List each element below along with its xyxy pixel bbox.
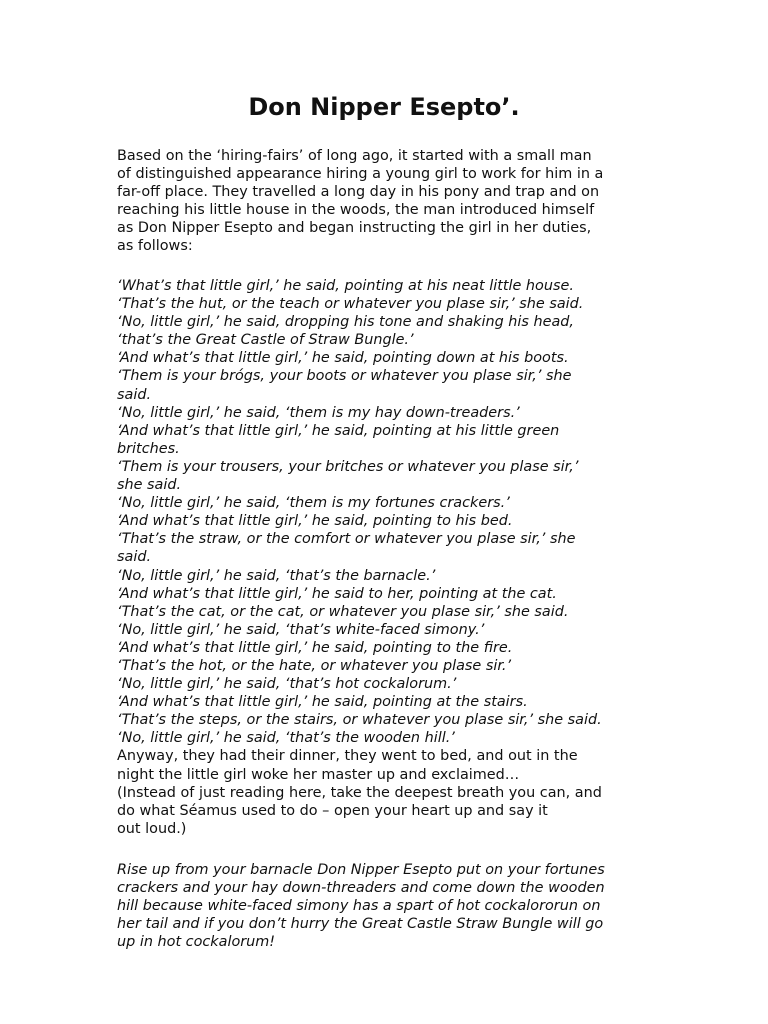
- text-line: ‘That’s the steps, or the stairs, or whatever you plase sir,’ she said.: [117, 712, 602, 729]
- ending-paragraph: [117, 861, 657, 951]
- text-line: ‘Them is your brógs, your boots or whatever you plase sir,’ she: [117, 368, 572, 385]
- text-line: of distinguished appearance hiring a young girl to work for him in a: [117, 166, 604, 183]
- text-line: she said.: [117, 477, 182, 494]
- text-line: ‘And what’s that little girl,’ he said, pointing at his little green: [117, 422, 560, 439]
- text-line: ‘That’s the hot, or the hate, or whatever you plase sir.’: [117, 657, 512, 674]
- text-line: Anyway, they had their dinner, they went to bed, and out in the: [117, 748, 578, 765]
- text-line: crackers and your hay down-threaders and come down the wooden: [117, 880, 605, 897]
- text-line: ‘And what’s that little girl,’ he said, pointing at the stairs.: [117, 694, 528, 711]
- text-line: ‘And what’s that little girl,’ he said, pointing down at his boots.: [117, 350, 569, 367]
- text-line: ‘And what’s that little girl,’ he said to her, pointing at the cat.: [117, 585, 557, 602]
- text-line: ‘What’s that little girl,’ he said, pointing at his neat little house.: [117, 278, 574, 294]
- dialogue-paragraph: [117, 277, 657, 838]
- text-line: said.: [117, 549, 152, 566]
- text-line: hill because white-faced simony has a spart of hot cockalororun on: [117, 898, 601, 915]
- text-line: reaching his little house in the woods, the man introduced himself: [117, 202, 595, 219]
- text-line: ‘And what’s that little girl,’ he said, pointing to the fire.: [117, 639, 513, 656]
- text-line: ‘that’s the Great Castle of Straw Bungle.’: [117, 332, 414, 349]
- text-line: night the little girl woke her master up and exclaimed…: [117, 766, 520, 783]
- text-line: far-off place. They travelled a long day in his pony and trap and on: [117, 184, 600, 201]
- text-line: ‘That’s the cat, or the cat, or whatever you plase sir,’ she said.: [117, 603, 569, 620]
- text-line: ‘And what’s that little girl,’ he said, pointing to his bed.: [117, 513, 513, 530]
- text-line: ‘No, little girl,’ he said, dropping his tone and shaking his head,: [117, 314, 574, 331]
- text-line: up in hot cockalorum!: [117, 934, 276, 951]
- text-line: ‘Them is your trousers, your britches or whatever you plase sir,’: [117, 458, 579, 475]
- text-line: britches.: [117, 440, 180, 457]
- text-line: out loud.): [117, 820, 187, 837]
- text-line: ‘No, little girl,’ he said, ‘them is my fortunes crackers.’: [117, 495, 510, 512]
- text-line: ‘That’s the hut, or the teach or whatever you plase sir,’ she said.: [117, 296, 584, 313]
- text-line: Based on the ‘hiring-fairs’ of long ago, it started with a small man: [117, 148, 592, 164]
- intro-paragraph: [117, 147, 657, 256]
- text-line: as follows:: [117, 238, 193, 255]
- text-line: ‘No, little girl,’ he said, ‘that’s the barnacle.’: [117, 567, 436, 584]
- text-line: as Don Nipper Esepto and began instructing the girl in her duties,: [117, 220, 592, 237]
- text-line: ‘That’s the straw, or the comfort or whatever you plase sir,’ she: [117, 531, 576, 548]
- text-line: do what Séamus used to do – open your heart up and say it: [117, 802, 548, 819]
- text-line: ‘No, little girl,’ he said, ‘that’s white-faced simony.’: [117, 621, 485, 638]
- page-title: Don Nipper Esepto’.: [248, 93, 520, 121]
- text-line: her tail and if you don’t hurry the Great Castle Straw Bungle will go: [117, 916, 604, 933]
- text-line: ‘No, little girl,’ he said, ‘that’s the wooden hill.’: [117, 730, 455, 747]
- text-line: said.: [117, 386, 152, 403]
- text-line: Rise up from your barnacle Don Nipper Esepto put on your fortunes: [117, 862, 605, 878]
- text-line: ‘No, little girl,’ he said, ‘them is my hay down-treaders.’: [117, 404, 520, 421]
- text-line: (Instead of just reading here, take the deepest breath you can, and: [117, 784, 602, 801]
- text-line: ‘No, little girl,’ he said, ‘that’s hot cockalorum.’: [117, 676, 457, 693]
